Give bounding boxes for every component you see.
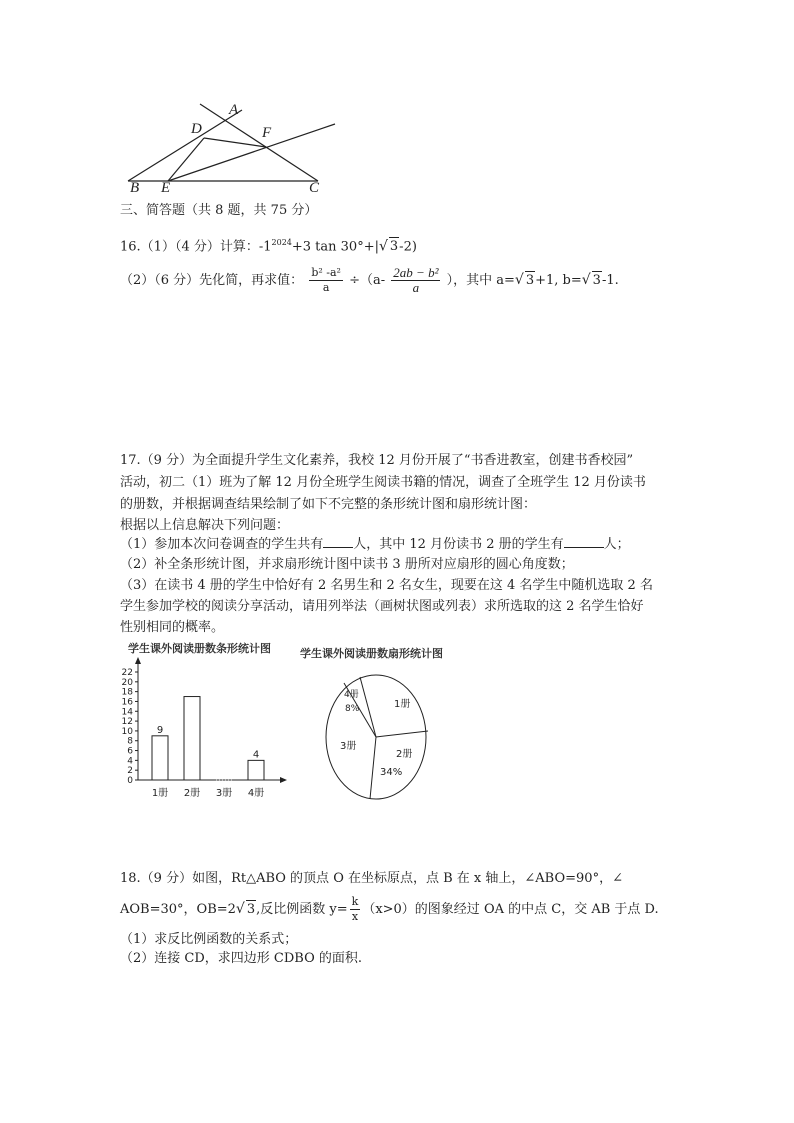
q18-line1: 18.（9 分）如图，Rt△ABO 的顶点 O 在坐标原点，点 B 在 x 轴上，∠ABO=90°，∠ xyxy=(120,871,623,886)
pie-percent-4: 8% xyxy=(345,704,360,714)
q17-sub3-line2: 学生参加学校的阅读分享活动，请用列举法（画树状图或列表）求所选取的这 2 名学生恰好 xyxy=(120,599,644,614)
pie-label-1: 1册 xyxy=(394,699,411,710)
y-tick-label: 16 xyxy=(121,697,133,708)
y-tick-label: 8 xyxy=(127,736,133,747)
point-label-b: B xyxy=(130,180,140,196)
q17-sub1 xyxy=(120,536,630,554)
q17-sub2: （2）补全条形统计图，并求扇形统计图中读书 3 册所对应扇形的圆心角度数； xyxy=(120,557,574,572)
q16-a-sqrt: 3 xyxy=(525,273,535,288)
y-tick-label: 18 xyxy=(121,687,133,698)
x-tick-label-3: 3册 xyxy=(215,788,233,799)
x-tick-label-2: 2册 xyxy=(183,788,201,799)
q17-sub1-a: （1）参加本次问卷调查的学生共有 xyxy=(120,537,324,552)
q16-b-sqrt: 3 xyxy=(592,273,601,288)
point-label-c: C xyxy=(309,180,320,196)
y-tick-label: 20 xyxy=(121,677,133,688)
bar-4 xyxy=(248,760,264,780)
bar-2 xyxy=(184,697,200,780)
x-tick-label-1: 1册 xyxy=(151,788,169,799)
answer-blank-two-books[interactable] xyxy=(564,547,604,548)
q16-p1-sqrt: 3 xyxy=(389,239,399,255)
q17-sub1-b: 人，其中 12 月份读书 2 册的学生有 xyxy=(353,537,564,552)
q16-part2: （2）（6 分）先化简，再求值： $\frac{\text{b² -a²}}{a}$ ÷（a- $\frac{\text{2ab − b²}}{a}$ ），其中 a=√ 3+1, b=√ 3-1. xyxy=(120,265,619,295)
q16-a-tail: +1, b= xyxy=(535,273,582,288)
q18-l2-sqrt: 3 xyxy=(246,902,256,917)
y-tick-label: 4 xyxy=(127,756,133,767)
q17-line3: 的册数，并根据调查结果绘制了如下不完整的条形统计图和扇形统计图： xyxy=(120,497,537,512)
q18-sub2: （2）连接 CD，求四边形 CDBO 的面积. xyxy=(120,951,362,966)
x-tick-label-4: 4册 xyxy=(247,788,265,799)
q16-p1-mid: +3 tan 30°+| xyxy=(291,239,379,255)
y-tick-label: 6 xyxy=(127,746,133,757)
q18-l2-a: AOB=30°，OB=2 xyxy=(120,902,236,917)
q16-p2-div: ÷（a- xyxy=(349,273,386,288)
y-axis-arrow xyxy=(135,657,141,664)
pie-chart-title: 学生课外阅读册数扇形统计图 xyxy=(300,647,443,660)
pie-chart xyxy=(320,665,440,805)
q16-p1-end: -2) xyxy=(399,239,417,255)
point-label-d: D xyxy=(191,121,202,137)
point-label-e: E xyxy=(161,180,171,196)
y-tick-label: 22 xyxy=(121,668,133,678)
y-tick-label: 0 xyxy=(127,776,133,786)
pie-label-4: 4册 xyxy=(344,690,359,700)
q17-line2: 活动，初二（1）班为了解 12 月份全班学生阅读书籍的情况，调查了全班学生 12 月份读书 xyxy=(120,475,646,490)
y-tick-label: 12 xyxy=(121,717,133,728)
section-heading: 三、简答题（共 8 题，共 75 分） xyxy=(120,203,318,218)
q16-p1-text: 16.（1）（4 分）计算：-1 xyxy=(120,239,272,255)
y-tick-label: 14 xyxy=(121,707,133,718)
q18-sub1: （1）求反比例函数的关系式； xyxy=(120,932,298,947)
q16-frac2: $\frac{\text{2ab − b²}}{a}$ xyxy=(393,265,439,295)
q16-frac1: $\frac{\text{b² -a²}}{a}$ xyxy=(311,266,341,294)
q18-line2: AOB=30°，OB=2√ 3,反比例函数 y= $\frac{k}{x}$ （x>0）的图象经过 OA 的中点 C，交 AB 于点 D. xyxy=(120,895,659,923)
q16-p2-close: ），其中 a= xyxy=(446,273,515,288)
q18-frac: $\frac{k}{x}$ xyxy=(351,895,359,923)
q17-sub3-line1: （3）在读书 4 册的学生中恰好有 2 名男生和 2 名女生，现要在这 4 名学生中随机选取 2 名 xyxy=(120,578,653,593)
point-label-a: A xyxy=(229,102,239,118)
point-label-f: F xyxy=(262,125,272,141)
q17-line1: 17.（9 分）为全面提升学生文化素养，我校 12 月份开展了“书香进教室，创建书香校园” xyxy=(120,453,634,468)
q16-b-tail: -1. xyxy=(601,273,619,288)
q17-sub3-line3: 性别相同的概率。 xyxy=(120,620,225,635)
q16-p2-prefix: （2）（6 分）先化简，再求值： xyxy=(120,273,304,288)
q16-p1-exponent: 2024 xyxy=(271,238,292,247)
q18-l2-c: （x>0）的图象经过 OA 的中点 C，交 AB 于点 D. xyxy=(362,902,659,917)
y-tick-label: 10 xyxy=(121,726,133,737)
pie-label-3: 3册 xyxy=(340,741,357,752)
data-label-1: 9 xyxy=(156,724,164,736)
q17-sub1-c: 人； xyxy=(603,537,630,552)
x-axis-arrow xyxy=(280,777,287,783)
pie-percent-2: 34% xyxy=(380,767,403,778)
data-label-4: 4 xyxy=(252,749,260,761)
bar-chart-title: 学生课外阅读册数条形统计图 xyxy=(128,642,271,655)
q16-part1: 16.（1）（4 分）计算：$-1^{2024}+3$ tan 30°+|√ 3-2) xyxy=(120,238,417,255)
pie-label-2: 2册 xyxy=(396,749,413,760)
bar-1 xyxy=(152,736,168,780)
answer-blank-total[interactable] xyxy=(323,547,353,548)
q18-l2-b: ,反比例函数 y= xyxy=(256,902,348,917)
bar-chart xyxy=(110,655,290,805)
q17-line4: 根据以上信息解决下列问题： xyxy=(120,518,290,533)
y-tick-label: 2 xyxy=(127,766,133,777)
